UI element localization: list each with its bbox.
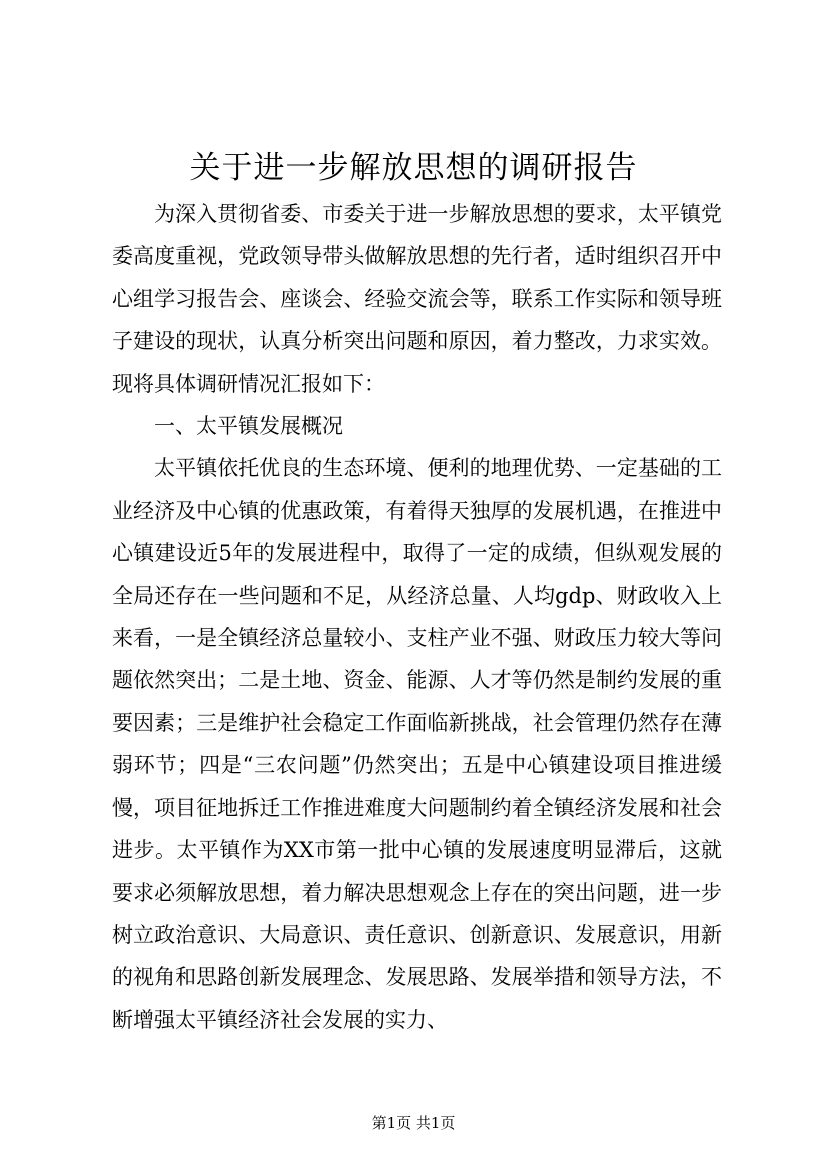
section-heading-overview: 一、太平镇发展概况 xyxy=(154,414,343,439)
paragraph-intro: 为深入贯彻省委、市委关于进一步解放思想的要求，太平镇党委高度重视，党政领导带头做解放思想的先行者，适时组织召开中心组学习报告会、座谈会、经验交流会等，联系工作实际和领导班子建设的现状，认真分析突出问题和原因，着力整改，力求实效。现将具体调研情况汇报如下： xyxy=(112,202,722,396)
paragraph-overview: 太平镇依托优良的生态环境、便利的地理优势、一定基础的工业经济及中心镇的优惠政策，有着得天独厚的发展机遇，在推进中心镇建设近5年的发展进程中，取得了一定的成绩，但纵观发展的全局还存在一些问题和不足，从经济总量、人均gdp、财政收入上来看，一是全镇经济总量较小、支柱产业不强、财政压力较大等问题依然突出；二是土地、资金、能源、人才等仍然是制约发展的重要因素；三是维护社会稳定工作面临新挑战，社会管理仍然存在薄弱环节；四是“三农问题”仍然突出；五是中心镇建设项目推进缓慢，项目征地拆迁工作推进难度大问题制约着全镇经济发展和社会进步。太平镇作为XX市第一批中心镇的发展速度明显滞后，这就要求必须解放思想，着力解决思想观念上存在的突出问题，进一步树立政治意识、大局意识、责任意识、创新意识、发展意识，用新的视角和思路创新发展理念、发展思路、发展举措和领导方法，不断增强太平镇经济社会发展的实力、 xyxy=(112,456,722,1032)
page-number-footer: 第1页 共1页 xyxy=(371,1114,456,1132)
document-title: 关于进一步解放思想的调研报告 xyxy=(189,150,638,186)
document-body xyxy=(112,193,722,1041)
